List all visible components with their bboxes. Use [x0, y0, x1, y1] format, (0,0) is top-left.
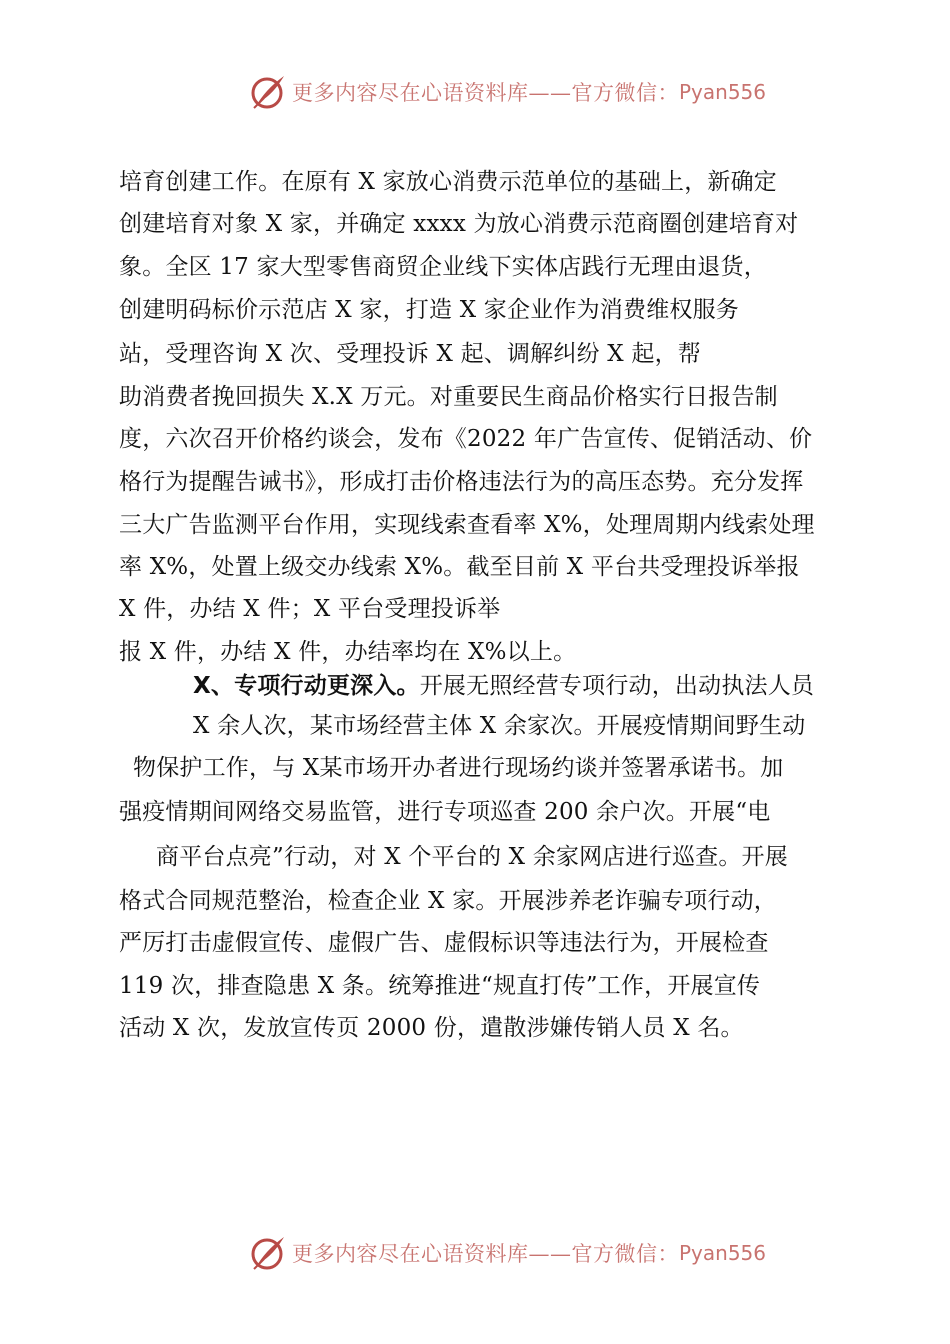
- paragraph-line: 象。全区 17 家大型零售商贸企业线下实体店践行无理由退货，: [119, 254, 767, 280]
- feather-quill-logo-icon: [248, 72, 288, 112]
- paragraph-line: 严厉打击虚假宣传、虚假广告、虚假标识等违法行为，开展检查: [119, 930, 769, 956]
- paragraph-line: 度，六次召开价格约谈会，发布《2022 年广告宣传、促销活动、价: [119, 426, 813, 452]
- paragraph-line: 119 次，排查隐患 X 条。统筹推进“规直打传”工作，开展宣传: [119, 973, 761, 999]
- watermark-wechat-id: Pyan556: [679, 1241, 767, 1265]
- paragraph-line: 格行为提醒告诫书》，形成打击价格违法行为的高压态势。充分发挥: [119, 469, 804, 495]
- paragraph-line: 活动 X 次，发放宣传页 2000 份，遣散涉嫌传销人员 X 名。: [119, 1015, 744, 1041]
- paragraph-line: 格式合同规范整治，检查企业 X 家。开展涉养老诈骗专项行动，: [119, 888, 777, 914]
- watermark-text: 更多内容尽在心语资料库——官方微信：: [292, 81, 679, 105]
- paragraph-line: X 余人次，某市场经营主体 X 余家次。开展疫情期间野生动: [193, 713, 806, 739]
- paragraph-line: 物保护工作，与 X某市场开办者进行现场约谈并签署承诺书。加: [133, 755, 784, 781]
- paragraph-line: 三大广告监测平台作用，实现线索查看率 X%，处理周期内线索处理: [119, 512, 815, 538]
- section-first-line: 开展无照经营专项行动，出动执法人员: [419, 673, 815, 699]
- paragraph-line: X 件，办结 X 件；X 平台受理投诉举: [119, 596, 501, 622]
- section-heading: X、专项行动更深入。: [193, 673, 420, 699]
- watermark-banner-bottom: [248, 1233, 766, 1273]
- watermark-wechat-id: Pyan556: [679, 80, 767, 104]
- paragraph-line: 培育创建工作。在原有 X 家放心消费示范单位的基础上，新确定: [119, 169, 777, 195]
- paragraph-line: 报 X 件，办结 X 件，办结率均在 X%以上。: [119, 639, 577, 665]
- section-heading-line: [193, 671, 814, 701]
- paragraph-line: 站，受理咨询 X 次、受理投诉 X 起、调解纠纷 X 起，帮: [119, 341, 701, 367]
- feather-quill-logo-icon: [248, 1233, 288, 1273]
- watermark-text: 更多内容尽在心语资料库——官方微信：: [292, 1242, 679, 1266]
- paragraph-line: 创建培育对象 X 家，并确定 xxxx 为放心消费示范商圈创建培育对: [119, 211, 799, 237]
- paragraph-line: 强疫情期间网络交易监管，进行专项巡查 200 余户次。开展“电: [119, 799, 771, 825]
- paragraph-line: 商平台点亮”行动，对 X 个平台的 X 余家网店进行巡查。开展: [156, 844, 788, 870]
- paragraph-line: 创建明码标价示范店 X 家，打造 X 家企业作为消费维权服务: [119, 297, 739, 323]
- watermark-banner-top: [248, 72, 766, 112]
- paragraph-line: 助消费者挽回损失 X.X 万元。对重要民生商品价格实行日报告制: [119, 384, 778, 410]
- paragraph-line: 率 X%，处置上级交办线索 X%。截至目前 X 平台共受理投诉举报: [119, 554, 800, 580]
